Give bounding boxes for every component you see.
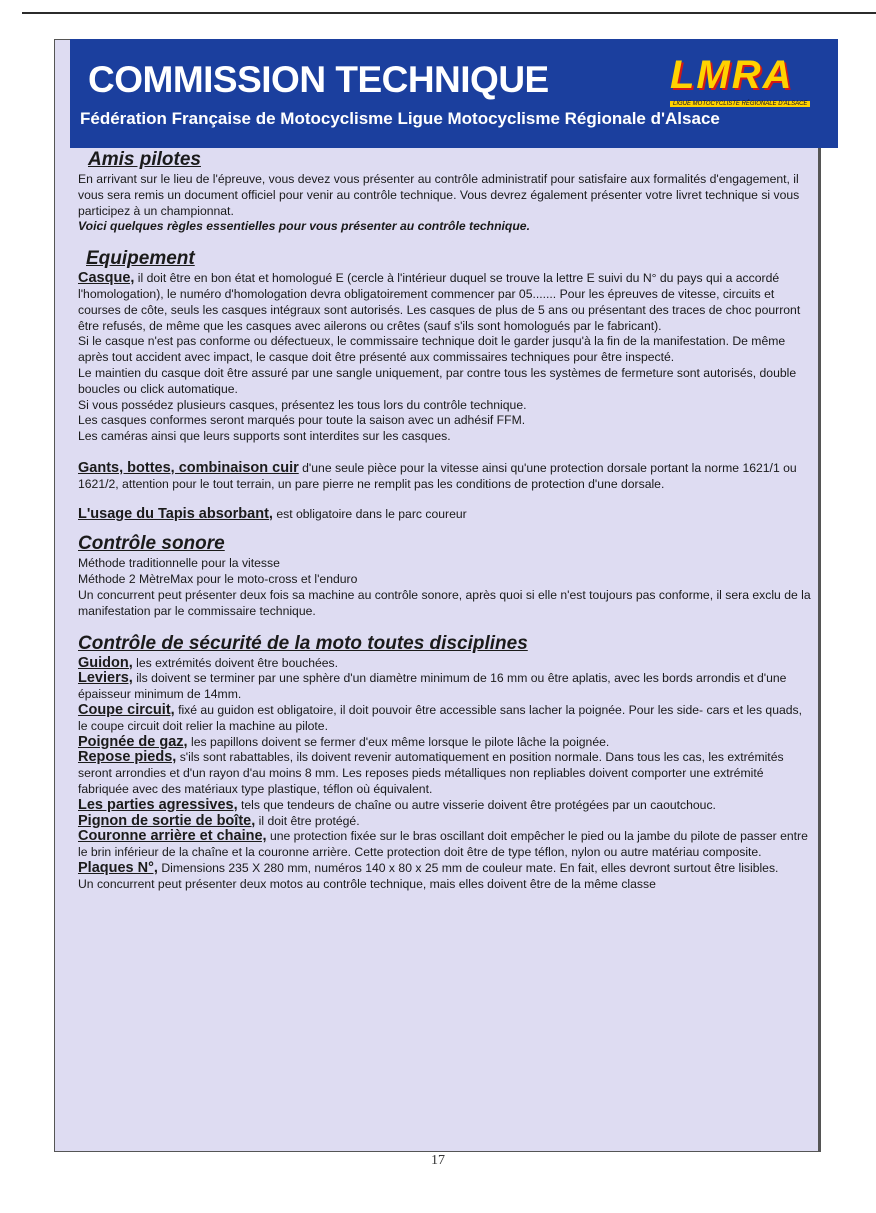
securite-item-label: Repose pieds, — [78, 749, 177, 766]
securite-item-label: Leviers, — [78, 670, 133, 687]
securite-item-text: Dimensions 235 X 280 mm, numéros 140 x 80 x 25 mm de couleur mate. En fait, elles devront surtout être lisibles. — [157, 860, 779, 875]
securite-item-label: Coupe circuit, — [78, 701, 175, 718]
securite-item-text: une protection fixée sur le bras oscillant doit empêcher le pied ou la jambe du pilote de passer entre le brin inférieur de la chaîne et la couronne arrière. Cette protection doit être de type téflon, nylon ou autre matériau composite. — [78, 829, 808, 860]
sonore-line-1: Méthode traditionnelle pour la vitesse — [78, 556, 280, 571]
securite-item — [78, 703, 812, 735]
securite-item-label: Pignon de sortie de boîte, — [78, 812, 256, 829]
securite-item-text: il doit être protégé. — [255, 813, 360, 828]
header-subtitle: Fédération Française de Motocyclisme Ligue Motocyclisme Régionale d'Alsace — [80, 109, 720, 128]
securite-item-label: Poignée de gaz, — [78, 733, 188, 750]
securite-item-label: Guidon, — [78, 654, 133, 671]
casque-p4: Si vous possédez plusieurs casques, présentez les tous lors du contrôle technique. — [78, 397, 527, 412]
securite-item-label: Les parties agressives, — [78, 796, 238, 813]
securite-item-text: fixé au guidon est obligatoire, il doit pouvoir être accessible sans lacher la poignée. Pour les side- cars et les quads, le coupe circuit doit relier la machine au pilote. — [78, 702, 803, 733]
tapis-text: est obligatoire dans le parc coureur — [272, 506, 467, 521]
tapis-label: L'usage du Tapis absorbant, — [78, 505, 273, 522]
casque-p6: Les caméras ainsi que leurs supports sont interdites sur les casques. — [78, 429, 451, 444]
securite-item-text: s'ils sont rabattables, ils doivent revenir automatiquement en position normale. Dans tous les cas, les extrémités seront arrondies et d'un rayon d'au moins 8 mm. Les reposes pieds métalliques non repliables doivent comporter une extrémité fabriquée avec des matériaux type plastique, téflon où équivalent. — [78, 750, 784, 796]
tapis-paragraph — [78, 507, 812, 523]
logo-caption: LIGUE MOTOCYCLISTE RÉGIONALE D'ALSACE — [670, 101, 810, 107]
securite-item — [78, 656, 812, 672]
casque-label: Casque, — [78, 270, 135, 287]
casque-p3: Le maintien du casque doit être assuré par une sangle uniquement, par contre tous les systèmes de fermeture sont autorisés, double boucles ou click automatique. — [78, 365, 797, 396]
logo-text: LMRA — [670, 53, 794, 97]
securite-item-text: ils doivent se terminer par une sphère d'un diamètre minimum de 16 mm ou être aplatis, avec les bords arrondis et d'une épaisseur minimum de 14mm. — [78, 671, 787, 702]
header-banner — [70, 39, 838, 148]
section-heading-sonore: Contrôle sonore — [78, 533, 225, 555]
securite-item — [78, 750, 812, 797]
securite-item-text: les papillons doivent se fermer d'eux même lorsque le pilote lâche la poignée. — [187, 734, 610, 749]
securite-item-text: tels que tendeurs de chaîne ou autre visserie doivent être protégées par un caoutchouc. — [237, 797, 716, 812]
gants-text: d'une seule pièce pour la vitesse ainsi qu'une protection dorsale portant la norme 1621/1 ou 1621/2, attention pour le tout terrain, un pare pierre ne remplit pas les conditions de protection d'une dorsale. — [78, 460, 797, 491]
gants-label: Gants, bottes, combinaison cuir — [78, 459, 299, 476]
amis-emphasis: Voici quelques règles essentielles pour vous présenter au contrôle technique. — [78, 219, 530, 234]
amis-paragraph: En arrivant sur le lieu de l'épreuve, vous devez vous présenter au contrôle administratif pour satisfaire aux formalités d'engagement, il vous sera remis un document officiel pour venir au contrôle technique. Vous devrez également présenter votre livret technique si vous participez à un championnat. — [78, 172, 800, 218]
securite-item — [78, 814, 812, 830]
securite-item-label: Plaques N°, — [78, 859, 158, 876]
section-heading-amis: Amis pilotes — [88, 149, 201, 170]
securite-item-text: les extrémités doivent être bouchées. — [132, 655, 339, 670]
securite-list — [78, 656, 812, 877]
top-rule — [22, 12, 876, 14]
securite-item — [78, 861, 812, 877]
securite-item-label: Couronne arrière et chaine, — [78, 828, 267, 845]
securite-item — [78, 735, 812, 751]
casque-p5: Les casques conformes seront marqués pour toute la saison avec un adhésif FFM. — [78, 413, 526, 428]
lmra-logo — [670, 47, 820, 113]
section-heading-equipement: Equipement — [86, 248, 195, 270]
casque-text: il doit être en bon état et homologué E (cercle à l'intérieur duquel se trouve la lettre E suivi du N° du pays qui a accordé l'homologation), le numéro d'homologation devra obligatoirement commencer par 05....... Pour les épreuves de vitesse, circuits et courses de côte, seuls les casques intégraux sont autorisés. Les casques de plus de 5 ans ou présentant des traces de choc pourront être refusés, de même que les casques avec ailerons ou crêtes (sauf s'ils sont homologués par le fabricant). — [78, 271, 801, 333]
document-body — [78, 148, 812, 892]
page-title: COMMISSION TECHNIQUE — [88, 59, 549, 100]
sonore-line-3: Un concurrent peut présenter deux fois sa machine au contrôle sonore, après quoi si elle n'est toujours pas conforme, il sera exclu de la manifestation par le commissaire technique. — [78, 587, 811, 618]
sonore-line-2: Méthode 2 MètreMax pour le moto-cross et l'enduro — [78, 572, 358, 587]
securite-item — [78, 829, 812, 861]
page-number: 17 — [431, 1153, 445, 1168]
gants-paragraph — [78, 461, 812, 493]
casque-p2: Si le casque n'est pas conforme ou défectueux, le commissaire technique doit le garder jusqu'à la fin de la manifestation. De même après tout accident avec impact, le casque doit être présenté aux commissaires techniques pour être inspecté. — [78, 334, 786, 365]
securite-item — [78, 671, 812, 703]
section-heading-securite: Contrôle de sécurité de la moto toutes disciplines — [78, 632, 528, 654]
casque-paragraph — [78, 271, 812, 334]
securite-last: Un concurrent peut présenter deux motos au contrôle technique, mais elles doivent être de la même classe — [78, 876, 656, 891]
securite-item — [78, 798, 812, 814]
